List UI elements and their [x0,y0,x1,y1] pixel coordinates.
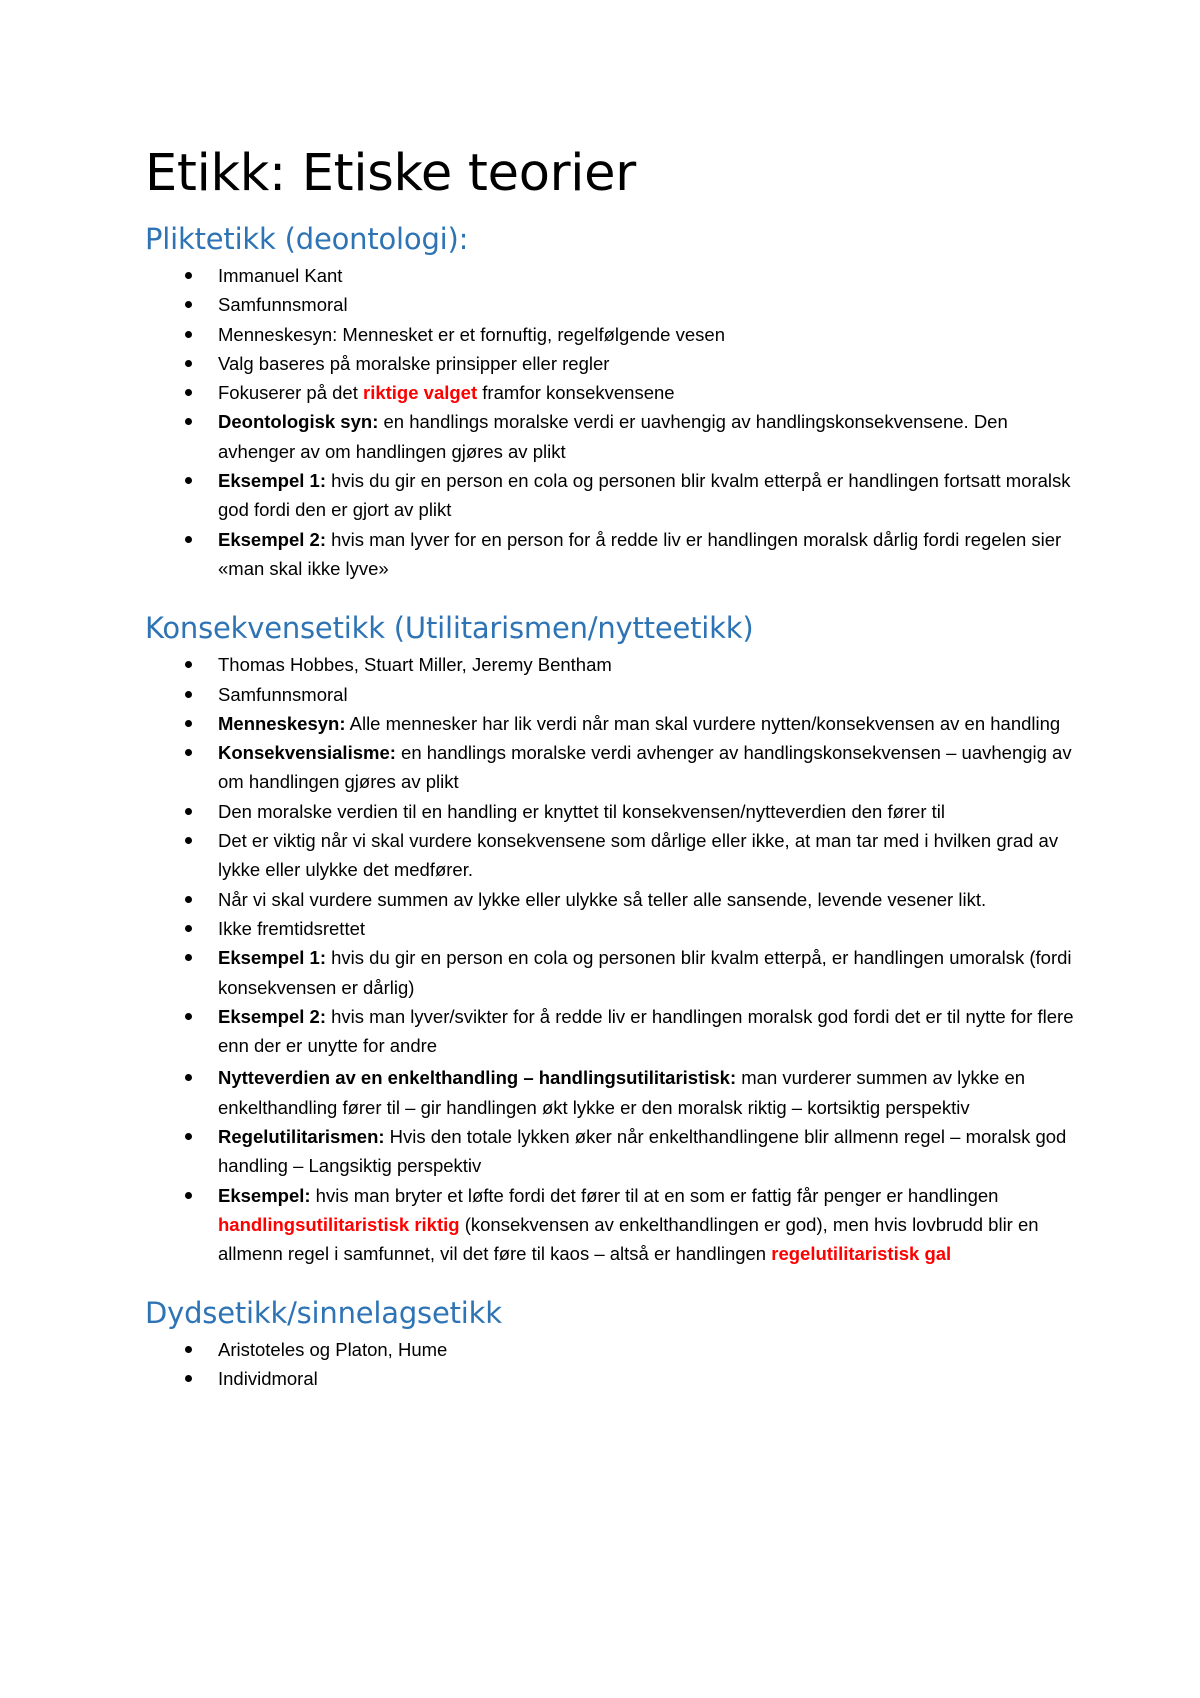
section-heading-dydsetikk: Dydsetikk/sinnelagsetikk [145,1295,502,1330]
bold-term: Eksempel 2: [218,528,326,550]
bullet-icon [185,477,192,484]
section-heading-pliktetikk: Pliktetikk (deontologi): [145,222,469,256]
list-item: Regelutilitarismen: Hvis den totale lykken øker når enkelthandlingene blir allmenn regel – moralsk god handling – Langsiktig perspektiv [145,1122,1075,1181]
bullet-icon [185,301,192,308]
bullet-icon [185,925,192,932]
bullet-icon [185,1013,192,1020]
bold-term: Nytteverdien av en enkelthandling – handlingsutilitaristisk: [218,1067,737,1089]
bullet-icon [185,331,192,338]
bold-term: Eksempel 1: [218,947,326,969]
bullet-icon [185,808,192,815]
bullet-icon [185,536,192,543]
bullet-list-pliktetikk [145,261,1075,583]
list-item: Deontologisk syn: en handlings moralske verdi er uavhengig av handlingskonsekvensene. Den avhenger av om handlingen gjøres av plikt [145,407,1075,466]
bullet-icon [185,418,192,425]
bold-term: Regelutilitarismen: [218,1126,385,1148]
bullet-list-utilitarisme-typer [145,1063,1075,1268]
list-item: Menneskesyn: Alle mennesker har lik verdi når man skal vurdere nytten/konsekvensen av en handling [145,709,1075,738]
bullet-icon [185,837,192,844]
list-item: Menneskesyn: Mennesket er et fornuftig, regelfølgende vesen [145,320,1075,349]
highlighted-text: handlingsutilitaristisk riktig [218,1213,460,1235]
list-item: Thomas Hobbes, Stuart Miller, Jeremy Bentham [145,650,1075,679]
bullet-icon [185,896,192,903]
bold-term: Konsekvensialisme: [218,742,396,764]
list-item: Eksempel 2: hvis man lyver for en person for å redde liv er handlingen moralsk dårlig fordi regelen sier «man skal ikke lyve» [145,525,1075,584]
list-item: Ikke fremtidsrettet [145,914,1075,943]
list-item: Eksempel 1: hvis du gir en person en cola og personen blir kvalm etterpå er handlingen fortsatt moralsk god fordi den er gjort av plikt [145,466,1075,525]
bold-term: Deontologisk syn: [218,411,379,433]
bullet-icon [185,1133,192,1140]
bullet-icon [185,661,192,668]
list-item: Konsekvensialisme: en handlings moralske verdi avhenger av handlingskonsekvensen – uavhengig av om handlingen gjøres av plikt [145,738,1075,797]
highlighted-text: riktige valget [363,382,478,404]
bullet-icon [185,691,192,698]
bullet-list-konsekvensetikk [145,650,1075,1060]
bold-term: Menneskesyn: [218,712,346,734]
list-item: Når vi skal vurdere summen av lykke eller ulykke så teller alle sansende, levende vesener likt. [145,885,1075,914]
document-title: Etikk: Etiske teorier [145,144,636,203]
bullet-icon [185,360,192,367]
bullet-list-dydsetikk [145,1335,1075,1394]
bold-term: Eksempel 1: [218,470,326,492]
list-item: Individmoral [145,1364,1075,1393]
list-item: Den moralske verdien til en handling er knyttet til konsekvensen/nytteverdien den fører til [145,797,1075,826]
document-body [145,140,1075,1393]
bold-term: Eksempel 2: [218,1005,326,1027]
list-item: Eksempel: hvis man bryter et løfte fordi det fører til at en som er fattig får penger er handlingen handlingsutilitaristisk riktig (konsekvensen av enkelthandlingen er god), men hvis lovbrudd blir en allmenn regel i samfunnet, vil det føre til kaos – altså er handlingen regelutilitaristisk gal [145,1181,1075,1269]
bullet-icon [185,1192,192,1199]
bullet-icon [185,954,192,961]
bullet-icon [185,272,192,279]
list-item: Nytteverdien av en enkelthandling – handlingsutilitaristisk: man vurderer summen av lykke en enkelthandling fører til – gir handlingen økt lykke er den moralsk riktig – kortsiktig perspektiv [145,1063,1075,1122]
bullet-icon [185,389,192,396]
bullet-icon [185,1375,192,1382]
list-item: Eksempel 2: hvis man lyver/svikter for å redde liv er handlingen moralsk god fordi det er til nytte for flere enn der er unytte for andre [145,1002,1075,1061]
list-item: Samfunnsmoral [145,680,1075,709]
list-item: Samfunnsmoral [145,290,1075,319]
section-heading-konsekvensetikk: Konsekvensetikk (Utilitarismen/nytteetikk) [145,611,754,646]
list-item: Valg baseres på moralske prinsipper eller regler [145,349,1075,378]
list-item: Immanuel Kant [145,261,1075,290]
list-item: Fokuserer på det riktige valget framfor konsekvensene [145,378,1075,407]
bullet-icon [185,1074,192,1081]
highlighted-text: regelutilitaristisk gal [771,1243,952,1265]
list-item: Eksempel 1: hvis du gir en person en cola og personen blir kvalm etterpå, er handlingen umoralsk (fordi konsekvensen er dårlig) [145,943,1075,1002]
bullet-icon [185,1346,192,1353]
bullet-icon [185,749,192,756]
list-item: Aristoteles og Platon, Hume [145,1335,1075,1364]
bold-term: Eksempel: [218,1184,311,1206]
list-item: Det er viktig når vi skal vurdere konsekvensene som dårlige eller ikke, at man tar med i hvilken grad av lykke eller ulykke det medfører. [145,826,1075,885]
bullet-icon [185,720,192,727]
